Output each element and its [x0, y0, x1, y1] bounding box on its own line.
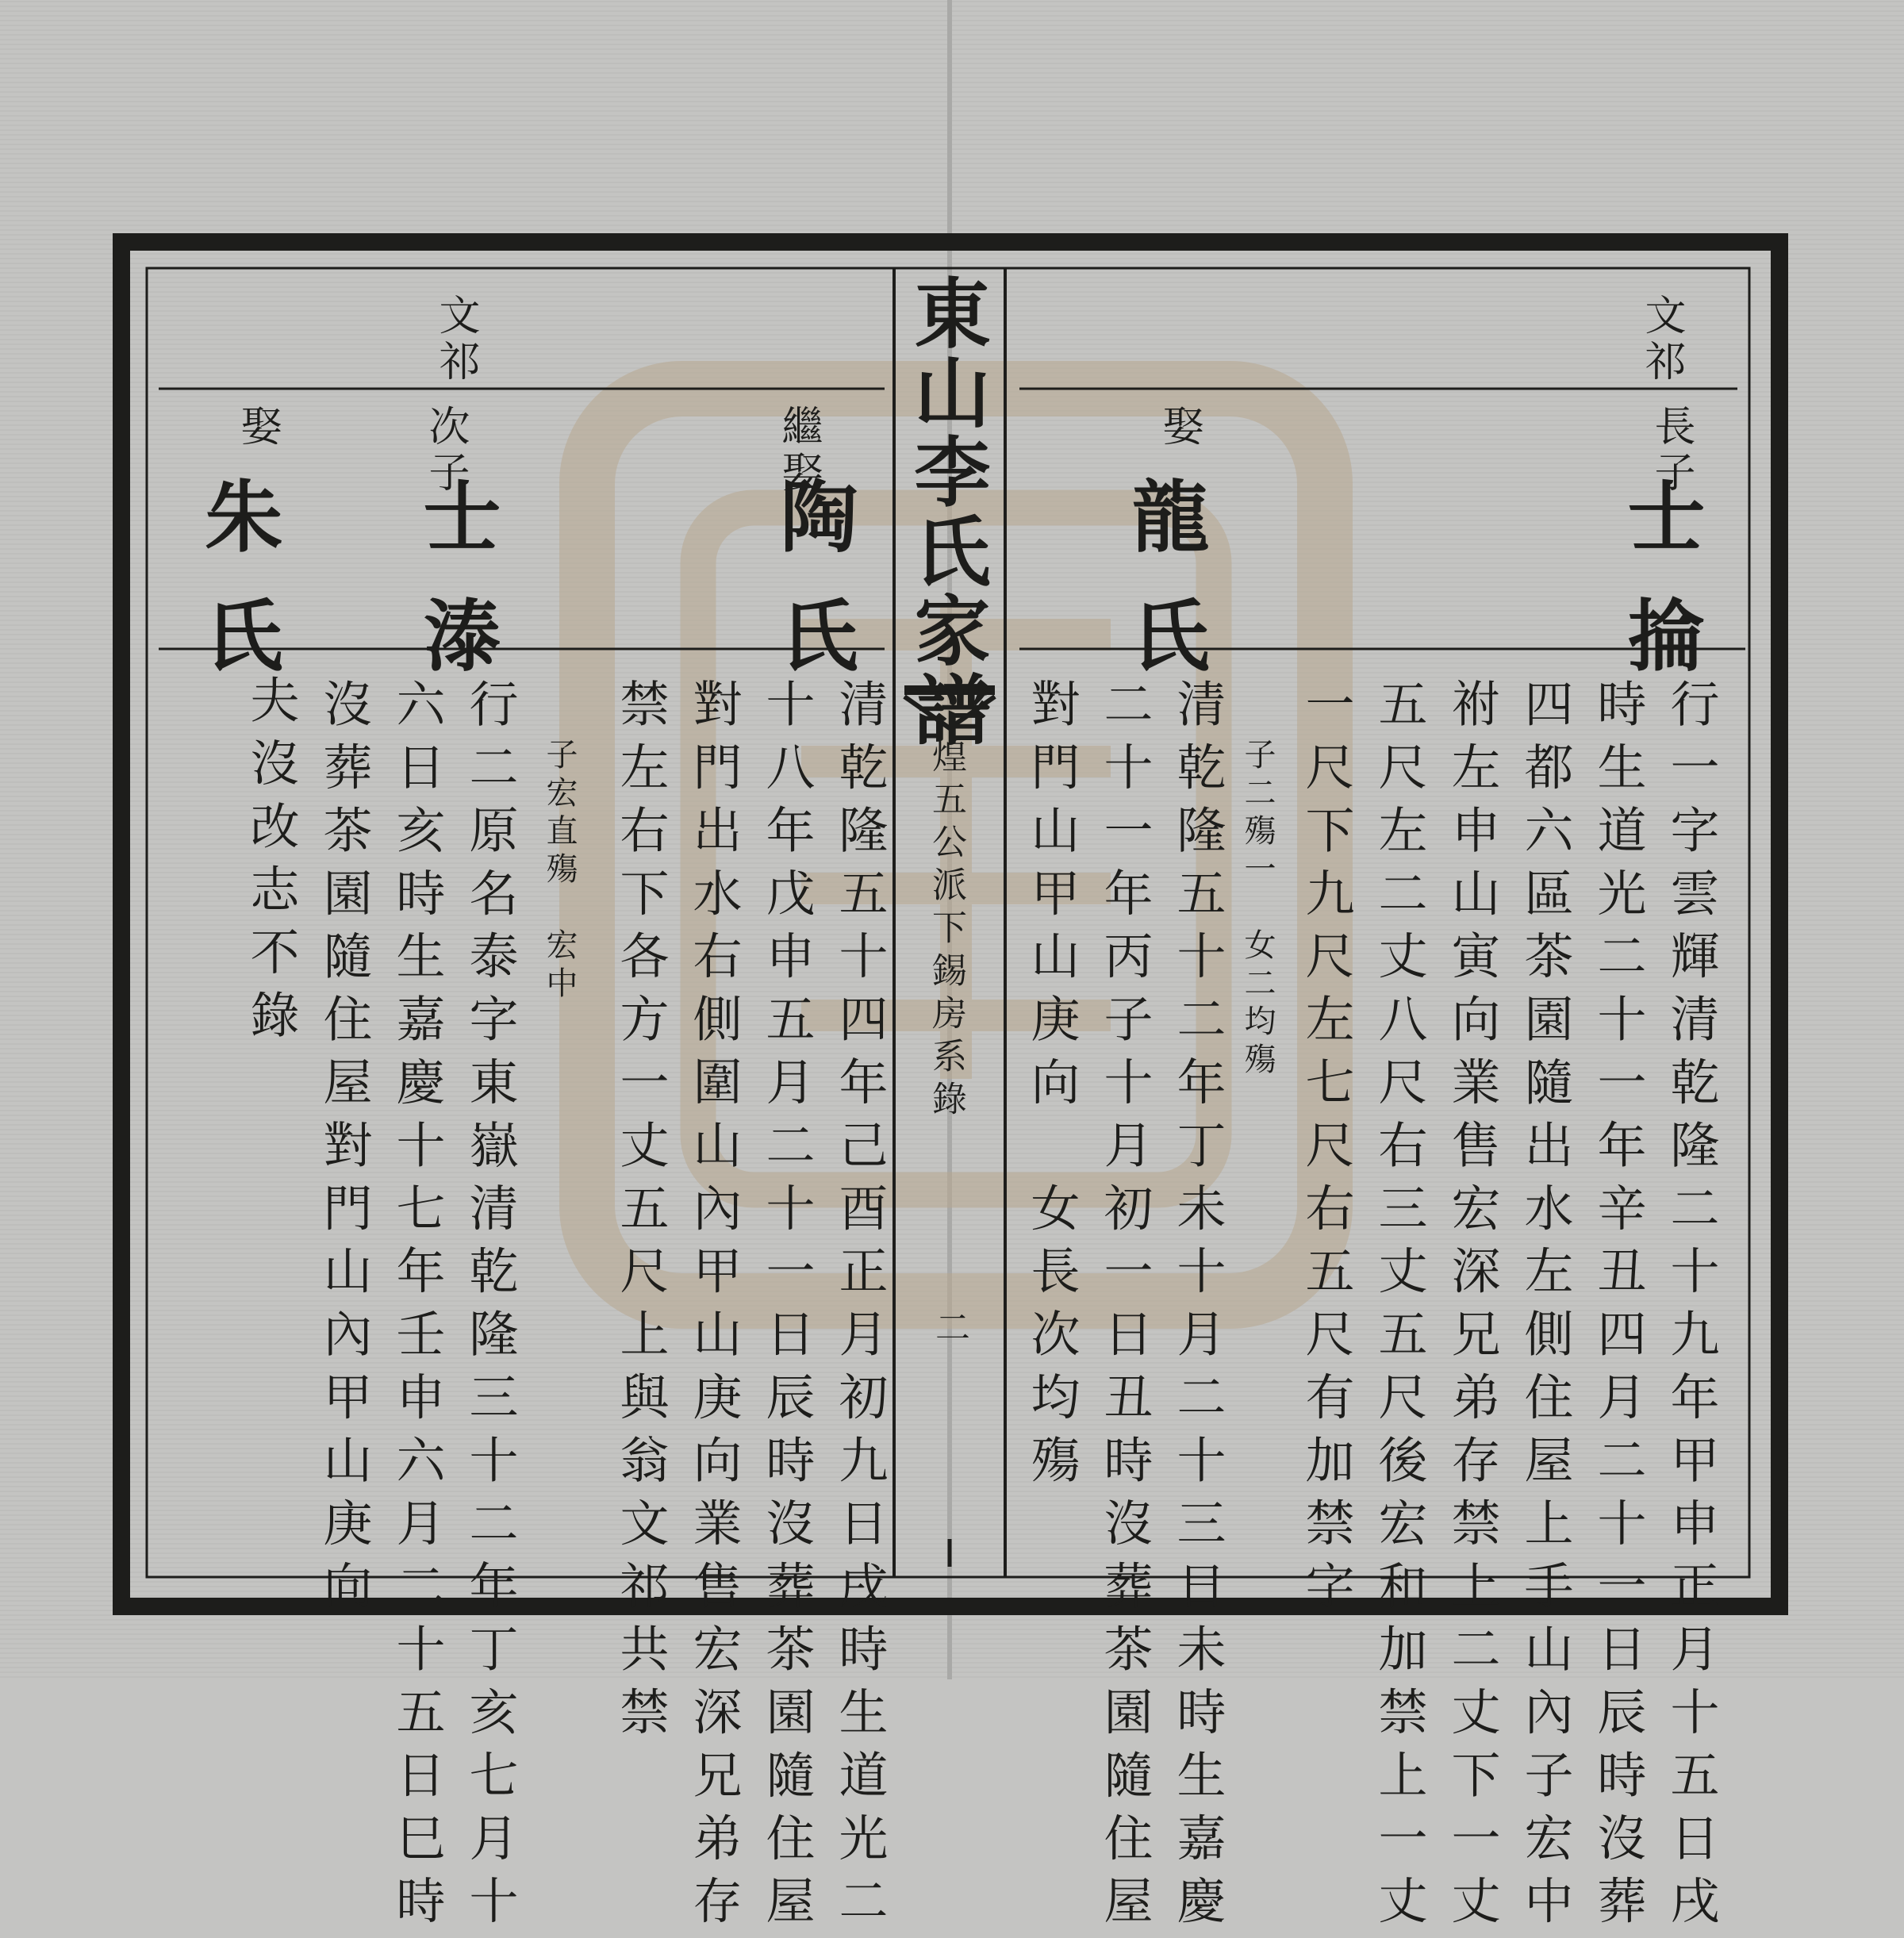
entry1-line-1: 行一字雲輝清乾隆二十九年甲申正月十五日戌	[1662, 678, 1720, 1938]
entry1-line-5: 五尺左二丈八尺右三丈五尺後宏和加禁上一丈	[1370, 678, 1428, 1938]
wife1-label: 娶	[1155, 405, 1203, 451]
wife1-second-line-2: 十八年戊申五月二十一日辰時沒葬茶園隨住屋	[758, 678, 816, 1938]
wife1-second-children: 子宏直殤 宏中	[541, 738, 578, 1004]
entry1-children: 子二殤一 女二均殤	[1239, 738, 1276, 1080]
entry1-line-4: 祔左申山寅向業售宏深兄弟存禁上二丈下一丈	[1443, 678, 1501, 1938]
wife1-second-label: 繼娶	[774, 405, 822, 497]
wife2-line-1: 夫沒改志不錄	[242, 674, 300, 1053]
book-title: 東山李氏家譜	[902, 274, 992, 750]
entry1-name: 士掄	[1614, 476, 1706, 714]
wife1-line-1: 清乾隆五十二年丁未十月二十三日未時生嘉慶	[1169, 678, 1226, 1938]
wife1-second-line-4: 禁左右下各方一丈五尺上與翁文祁共禁	[612, 678, 670, 1749]
entry2-name: 士溙	[410, 476, 501, 714]
entry1-line-6: 一尺下九尺左七尺右五尺有加禁字	[1297, 678, 1355, 1623]
right-generation-label: 文祁	[1637, 294, 1685, 386]
wife1-second-name: 陶氏	[767, 476, 858, 714]
branch-note: 煌五公派下錫房系錄	[926, 738, 966, 1123]
wife1-line-2: 二十一年丙子十月初一日丑時沒葬茶園隨住屋	[1096, 678, 1154, 1938]
wife1-second-line-3: 對門出水右側圍山內甲山庚向業售宏深兄弟存	[685, 678, 743, 1938]
wife2-name: 朱氏	[192, 476, 283, 714]
entry1-line-3: 四都六區茶園隨出水左側住屋上手山內子宏中	[1516, 678, 1574, 1938]
wife2-label: 娶	[233, 405, 281, 451]
entry2-line-3: 沒葬茶園隨住屋對門山內甲山庚向	[315, 678, 373, 1623]
entry1-line-2: 時生道光二十一年辛丑四月二十一日辰時沒葬	[1589, 678, 1647, 1938]
entry1-relation: 長子	[1647, 405, 1695, 497]
entry2-line-2: 六日亥時生嘉慶十七年壬申六月二十五日巳時	[388, 678, 446, 1938]
entry2-line-1: 行二原名泰字東嶽清乾隆三十二年丁亥七月十	[461, 678, 519, 1938]
wife1-second-line-1: 清乾隆五十四年己酉正月初九日戌時生道光二	[831, 678, 889, 1938]
wife1-line-3: 對門山甲山庚向 女長次均殤	[1023, 678, 1081, 1498]
wife1-name: 龍氏	[1119, 476, 1210, 714]
entry2-relation: 次子	[421, 405, 469, 497]
left-generation-label: 文祁	[432, 294, 479, 386]
page-number: 二	[929, 1309, 969, 1352]
